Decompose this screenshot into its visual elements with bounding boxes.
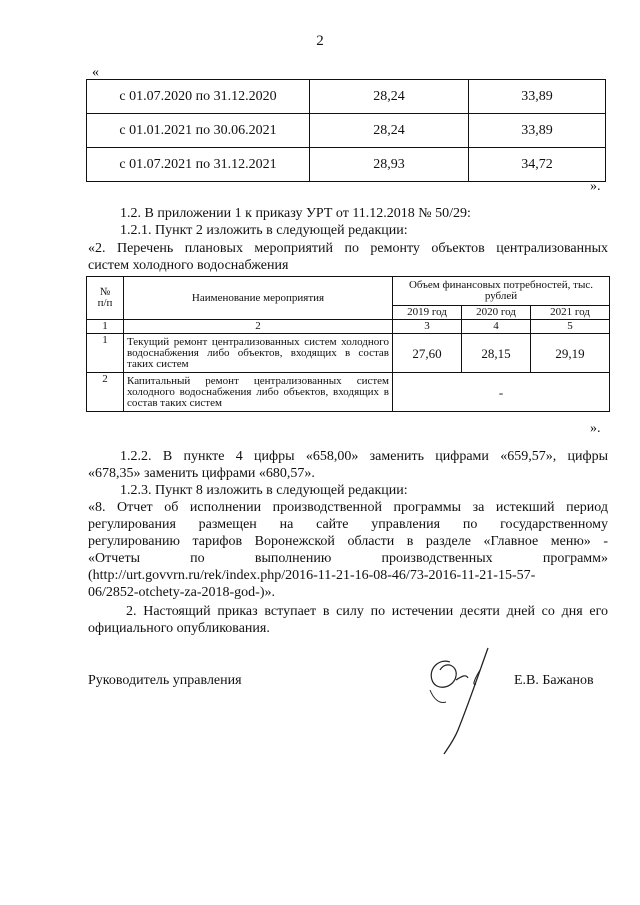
header-volume: Объем финансовых потребностей, тыс. рублей xyxy=(393,277,610,306)
value-cell: 28,24 xyxy=(310,114,469,148)
col-index: 3 xyxy=(393,320,462,334)
header-year: 2021 год xyxy=(531,306,610,320)
table-row xyxy=(87,373,610,412)
paragraph-8-line: регулирования размещен на сайте управления по государственному xyxy=(88,517,608,532)
table-row xyxy=(87,334,610,373)
period-cell: с 01.01.2021 по 30.06.2021 xyxy=(87,114,310,148)
paragraph-8-url: (http://urt.govvrn.ru/rek/index.php/2016-11-21-16-08-46/73-2016-11-21-15-57- xyxy=(88,568,536,583)
row-num: 1 xyxy=(87,334,124,373)
header-year: 2019 год xyxy=(393,306,462,320)
col-index: 2 xyxy=(124,320,393,334)
paragraph-2-line2: систем холодного водоснабжения xyxy=(88,258,289,273)
value-cell: 34,72 xyxy=(469,148,606,182)
paragraph-8-line: регулированию тарифов Воронежской области в разделе «Главное меню» - xyxy=(88,534,608,549)
table-row xyxy=(87,114,606,148)
col-index: 5 xyxy=(531,320,610,334)
page-number: 2 xyxy=(316,33,324,49)
col-index: 4 xyxy=(462,320,531,334)
row-name: Капитальный ремонт централизованных систем холодного водоснабжения либо объектов, входящих в состав таких систем xyxy=(124,373,393,412)
paragraph-final-line1: 2. Настоящий приказ вступает в силу по истечении десяти дней со дня его xyxy=(126,604,608,619)
paragraph-final-line2: официального опубликования. xyxy=(88,621,270,636)
row-merged-value: - xyxy=(393,373,610,412)
paragraph-1-2-2-line1: 1.2.2. В пункте 4 цифры «658,00» заменить цифрами «659,57», цифры xyxy=(120,449,608,464)
close-quote: ». xyxy=(590,421,601,436)
table-row xyxy=(87,80,606,114)
table-row xyxy=(87,148,606,182)
signatory-position: Руководитель управления xyxy=(88,673,242,688)
paragraph-2-line1: «2. Перечень плановых мероприятий по ремонту объектов централизованных xyxy=(88,241,608,256)
signatory-name: Е.В. Бажанов xyxy=(514,673,594,688)
paragraph-1-2: 1.2. В приложении 1 к приказу УРТ от 11.12.2018 № 50/29: xyxy=(120,206,471,221)
row-value: 28,15 xyxy=(462,334,531,373)
handwritten-signature xyxy=(410,640,510,760)
repair-measures-table xyxy=(86,276,610,412)
col-index: 1 xyxy=(87,320,124,334)
table-index-row xyxy=(87,320,610,334)
header-num: № п/п xyxy=(87,277,124,320)
paragraph-8-url: 06/2852-otchety-za-2018-god-)». xyxy=(88,585,275,600)
period-cell: с 01.07.2021 по 31.12.2021 xyxy=(87,148,310,182)
header-year: 2020 год xyxy=(462,306,531,320)
paragraph-8-line: «8. Отчет об исполнении производственной программы за истекший период xyxy=(88,500,608,515)
value-cell: 33,89 xyxy=(469,114,606,148)
paragraph-1-2-2-line2: «678,35» заменить цифрами «680,57». xyxy=(88,466,315,481)
value-cell: 28,24 xyxy=(310,80,469,114)
paragraph-1-2-1: 1.2.1. Пункт 2 изложить в следующей редакции: xyxy=(120,223,408,238)
row-name: Текущий ремонт централизованных систем холодного водоснабжения либо объектов, входящих в состав таких систем xyxy=(124,334,393,373)
table-header-row xyxy=(87,277,610,306)
paragraph-8-line: «Отчеты по выполнению производственных программ» xyxy=(88,551,608,566)
value-cell: 28,93 xyxy=(310,148,469,182)
close-quote: ». xyxy=(590,179,601,194)
paragraph-1-2-3: 1.2.3. Пункт 8 изложить в следующей редакции: xyxy=(120,483,408,498)
row-num: 2 xyxy=(87,373,124,412)
tariff-periods-table xyxy=(86,79,606,182)
row-value: 29,19 xyxy=(531,334,610,373)
value-cell: 33,89 xyxy=(469,80,606,114)
open-quote: « xyxy=(92,65,99,80)
row-value: 27,60 xyxy=(393,334,462,373)
header-name: Наименование мероприятия xyxy=(124,277,393,320)
period-cell: с 01.07.2020 по 31.12.2020 xyxy=(87,80,310,114)
